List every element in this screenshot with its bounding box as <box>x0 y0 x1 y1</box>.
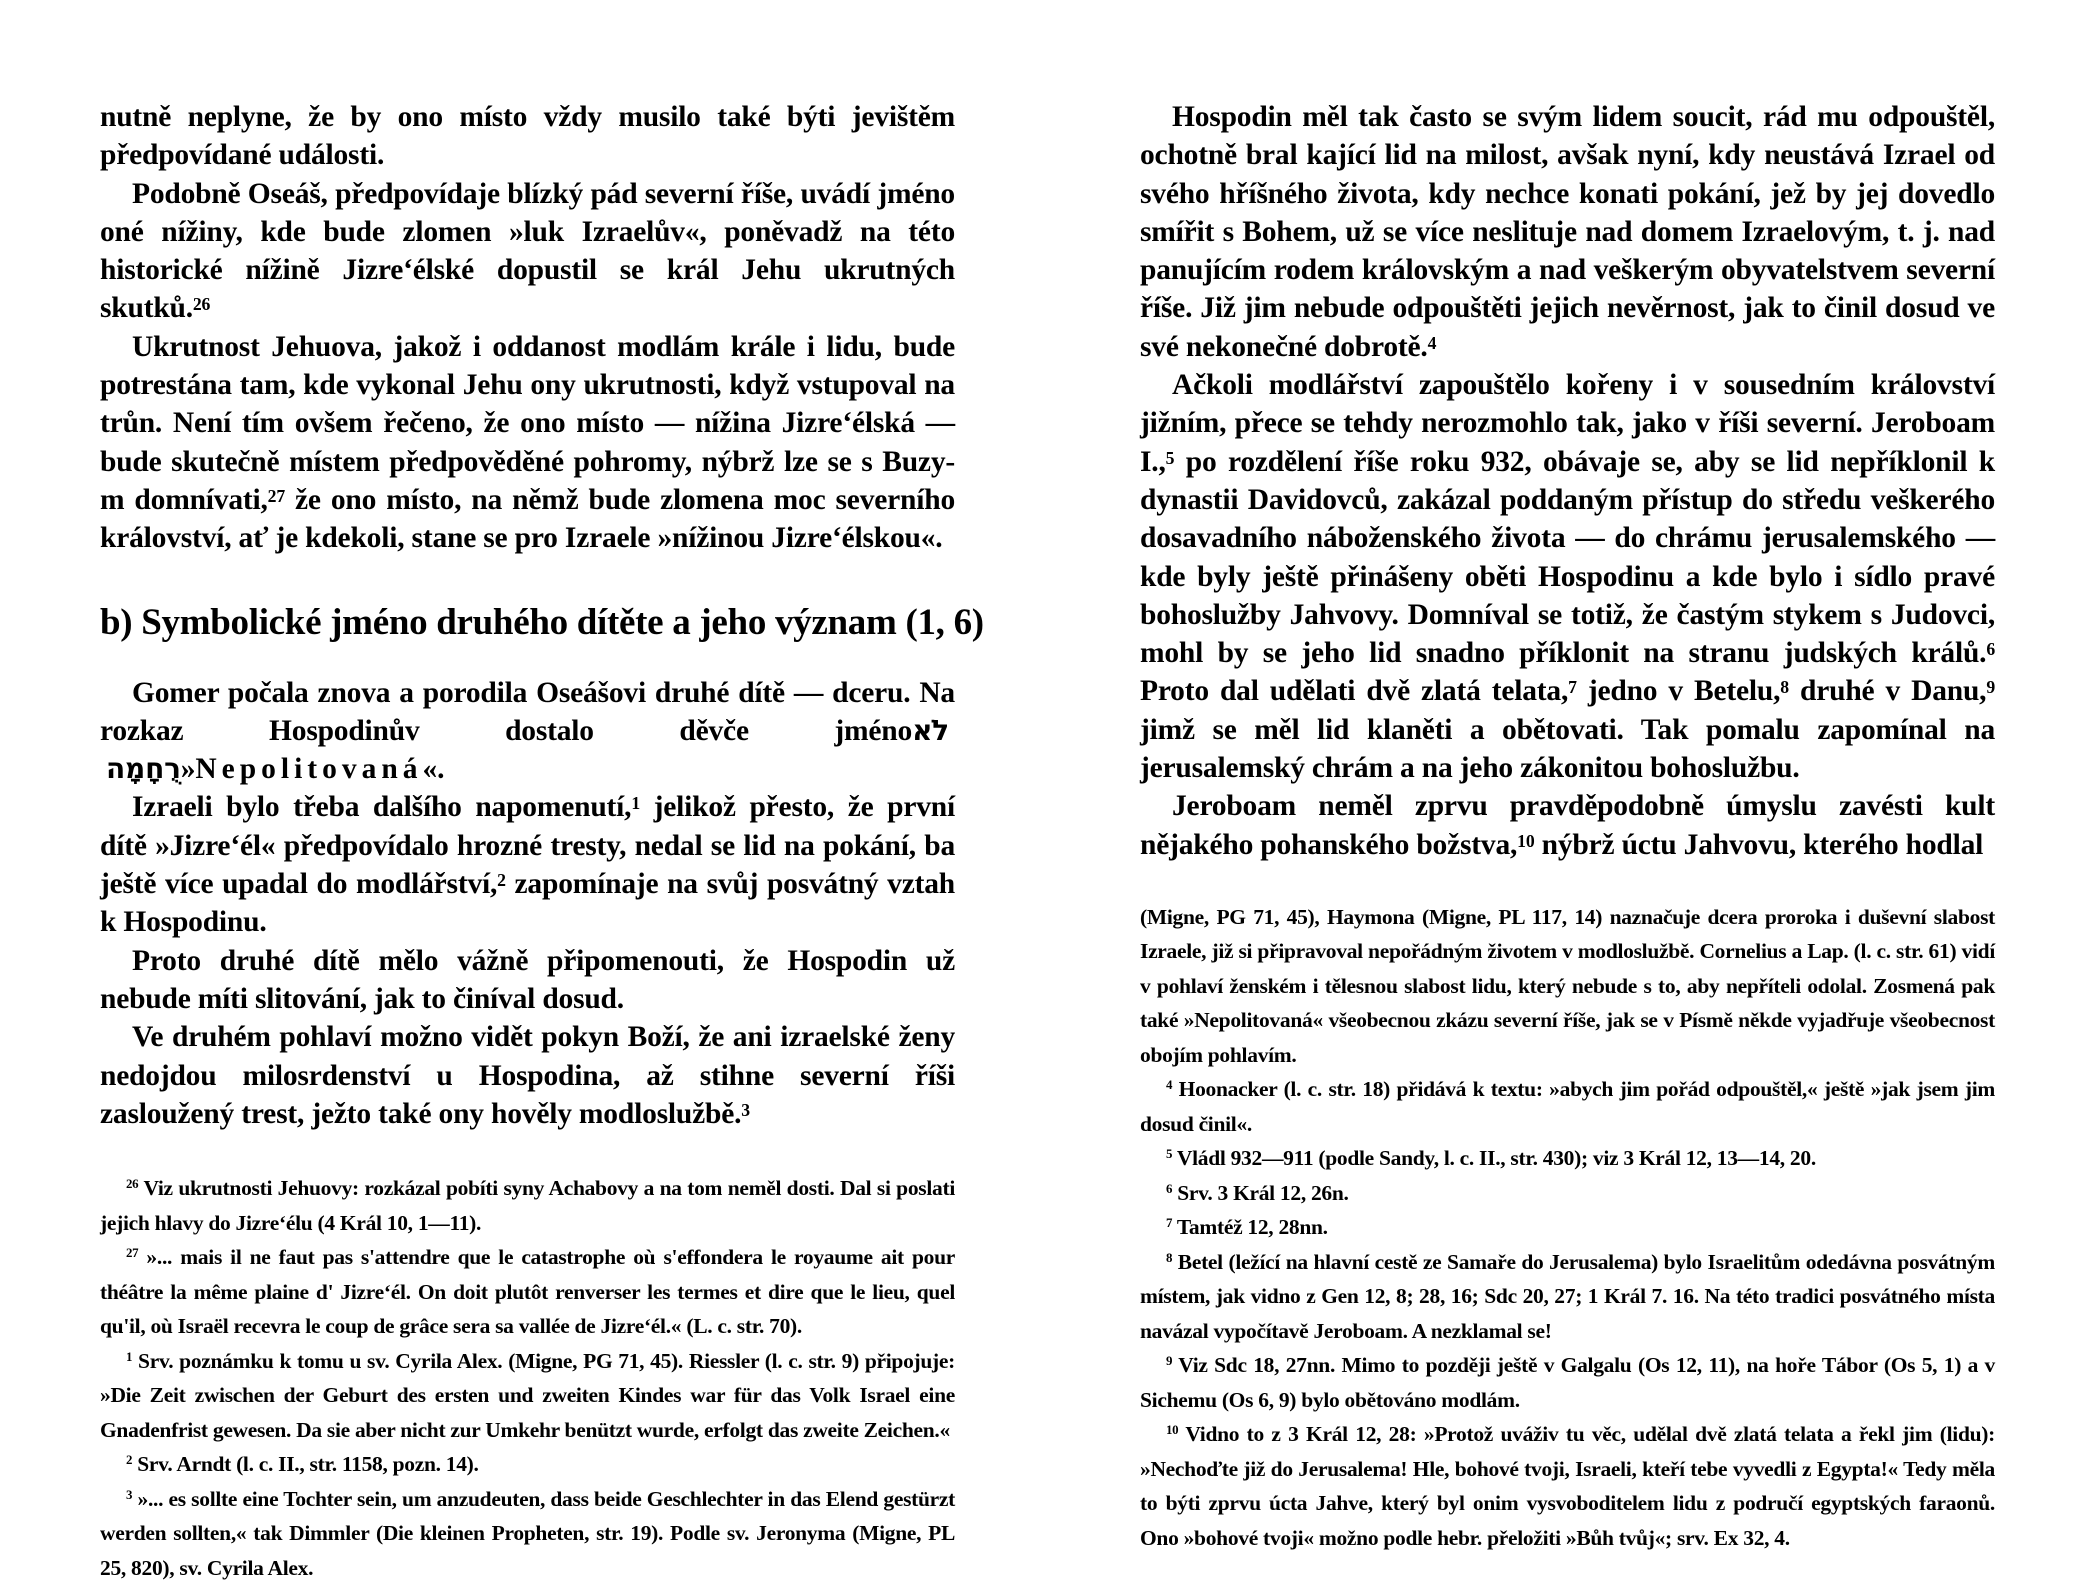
left-body-text <box>100 0 984 1133</box>
footnote-ref: 26 <box>192 294 211 315</box>
right-page <box>1140 0 1995 1555</box>
footnote-ref: 9 <box>1986 677 1996 698</box>
paragraph: Ačkoli modlářství zapouštělo kořeny i v sousedním království jižním, přece se tehdy nerozmohlo tak, jako v říši severní. Jeroboam I.,$^5$ po rozdělení říše roku 932, obávaje se, aby se lid nepříklonil k dynastii Davidovců, zakázal poddaným přístup do středu veškerého dosavadního náboženského života — do chrámu jerusalemského — kde byly ještě přinášeny oběti Hospodinu a kde bylo i sídlo pravé bohoslužby Jahvovy. Domníval se totiž, že častým stykem s Judovci, mohl by se jeho lid snadno příklonit na stranu judských králů.$^6$ Proto dal udělati dvě zlatá telata,$^7$ jedno v Betelu,$^8$ druhé v Danu,$^9$ jimž se měl lid klaněti a obětovati. Tak pomalu zapomínal na jerusalemský chrám a na jeho zákonitou bohoslužbu. <box>1140 369 1996 785</box>
footnote: $^3$ »... es sollte eine Tochter sein, um anzudeuten, dass beide Geschlechter in das Elend gestürzt werden sollten,« tak Dimmler (Die kleinen Propheten, str. 19). Podle sv. Jeronyma (Migne, PL 25, 820), sv. Cyrila Alex. <box>100 1486 955 1580</box>
footnote-ref: 1 <box>631 793 640 814</box>
footnote-ref: 4 <box>1427 332 1437 353</box>
footnote: $^{10}$ Vidno to z 3 Král 12, 28: »Protož uváživ tu věc, udělal dvě zlatá telata a řekl jim (lidu): »Nechoďte již do Jerusalema! Hle, bohové tvoji, Israeli, kteří tebe vyvedli z Egypta!« Tedy měla to býti zprvu úcta Jahve, který byl onim vysvoboditelem lidu z područí egyptských faraonů. Ono »bohové tvoji« možno podle hebr. přeložiti »Bůh tvůj«; srv. Ex 32, 4. <box>1140 1422 1995 1550</box>
footnote-ref: 2 <box>497 870 506 891</box>
footnote-ref: 7 <box>1568 677 1577 698</box>
left-page <box>100 0 984 1585</box>
hebrew-name: לֹא רֻחָמָה <box>106 713 949 786</box>
footnote: $^{27}$ »... mais il ne faut pas s'attendre que le catastrophe où s'effondera le royaume ait pour théâtre la même plaine d' Jizre‘él. On doit plutôt renverser les termes et dire que le lieu, quel qu'il, où Israël recevra le coup de grâce sera sa vallée de Jizre‘él.« (L. c. str. 70). <box>100 1245 955 1339</box>
right-footnotes <box>1140 900 1995 1556</box>
footnote: $^7$ Tamtéž 12, 28nn. <box>1166 1215 1328 1240</box>
footnote: $^8$ Betel (ležící na hlavní cestě ze Samaře do Jerusalema) bylo Israelitům odedávna posvátným místem, jak vidno z Gen 12, 8; 28, 16; Sdc 20, 27; 1 Král 7. 16. Na této tradici posvátného místa navázal vypočítavě Jeroboam. A nezklamal se! <box>1140 1249 1995 1343</box>
footnote: $^6$ Srv. 3 Král 12, 26n. <box>1166 1180 1349 1205</box>
footnote: $^9$ Viz Sdc 18, 27nn. Mimo to později ještě v Galgalu (Os 12, 11), na hoře Tábor (Os 5, 1) a v Sichemu (Os 6, 9) bylo obětováno modlám. <box>1140 1353 1995 1412</box>
paragraph: Ve druhém pohlaví možno vidět pokyn Boží, že ani izraelské ženy nedojdou milosrdenství u Hospodina, až stihne severní říši zasloužený trest, ježto také ony hověly modloslužbě.$^3$ <box>100 1021 955 1130</box>
footnote-ref: 3 <box>741 1099 750 1120</box>
right-body-text <box>1140 0 1995 864</box>
footnote-continuation: (Migne, PG 71, 45), Haymona (Migne, PL 117, 14) naznačuje dcera proroka i duševní slabost Izraele, již si připravoval nepořádným životem v modloslužbě. Cornelius a Lap. (l. c. str. 61) vidí v pohlaví ženském i tělesnou slabost lidu, který nebude s to, aby nepříteli odolal. Zosmená pak také »Nepolitovaná« všeobecnou zkázu severní říše, jak se v Písmě někde vyjadřuje všeobecnost obojím pohlavím. <box>1140 904 1995 1067</box>
footnote-ref: 10 <box>1517 830 1535 851</box>
footnote-ref: 8 <box>1780 677 1789 698</box>
footnote: $^2$ Srv. Arndt (l. c. II., str. 1158, pozn. 14). <box>126 1452 479 1477</box>
section-heading: b) Symbolické jméno druhého dítěte a jeho význam (1, 6) <box>100 601 984 643</box>
paragraph: Hospodin měl tak často se svým lidem soucit, rád mu odpouštěl, ochotně bral kající lid na milost, avšak nyní, kdy neustává Izrael od svého hříšného života, kdy nechce konati pokání, jež by jej dovedlo smířit s Bohem, už se více neslituje nad domem Izraelovým, t. j. nad panujícím rodem královským a nad veškerým obyvatelstvem severní říše. Již jim nebude odpouštěti jejich nevěrnost, jak to činil dosud ve své nekonečné dobrotě.$^4$ <box>1140 101 1995 363</box>
footnote-ref: 27 <box>267 485 285 506</box>
left-footnotes <box>100 1171 955 1585</box>
footnote: $^1$ Srv. poznámku k tomu u sv. Cyrila Alex. (Migne, PG 71, 45). Riessler (l. c. str. 9) připojuje: »Die Zeit zwischen der Geburt des ersten und zweiten Kindes war für das Volk Israel eine Gnadenfrist gewesen. Da sie aber nicht zur Umkehr benützt wurde, erfolgt das zweite Zeichen.« <box>100 1348 955 1442</box>
paragraph: nutně neplyne, že by ono místo vždy musilo také býti jevištěm předpovídané události. <box>100 101 955 172</box>
paragraph: Gomer počala znova a porodila Oseášovi druhé dítě — dceru. Na rozkaz Hospodinův dostalo děvče jménoלֹא רֻחָמָה»Nepolitovaná«. <box>100 676 955 786</box>
footnote: $^{26}$ Viz ukrutnosti Jehuovy: rozkázal pobíti syny Achabovy a na tom neměl dosti. Dal si poslati jejich hlavy do Jizre‘élu (4 Král 10, 1—11). <box>100 1176 955 1235</box>
paragraph: Proto druhé dítě mělo vážně připomenouti, že Hospodin už nebude míti slitování, jak to činíval dosud. <box>100 944 955 1015</box>
footnote-ref: 6 <box>1986 639 1995 660</box>
paragraph: Izraeli bylo třeba dalšího napomenutí,$^1$ jelikož přesto, že první dítě »Jizre‘él« předpovídalo hrozné tresty, nedal se lid na pokání, ba ještě více upadal do modlářství,$^2$ zapomínaje na svůj posvátný vztah k Hospodinu. <box>100 791 956 939</box>
spaced-word: Nepolitovaná <box>195 753 423 786</box>
paragraph: Jeroboam neměl zprvu pravděpodobně úmyslu zavésti kult nějakého pohanského božstva,$^{10}$ nýbrž úctu Jahvovu, kterého hodlal <box>1140 790 1995 861</box>
footnote-ref: 5 <box>1165 447 1175 468</box>
paragraph: Podobně Oseáš, předpovídaje blízký pád severní říše, uvádí jméno oné nížiny, kde bude zlomen »luk Izraelův«, poněvadž na této historické nížině Jizre‘élské dopustil se král Jehu ukrutných skutků.$^{26}$ <box>100 177 955 325</box>
paragraph: Ukrutnost Jehuova, jakož i oddanost modlám krále i lidu, bude potrestána tam, kde vykonal Jehu ony ukrutnosti, když vstupoval na trůn. Není tím ovšem řečeno, že ono místo — nížina Jizre‘élská — bude skutečně místem předpověděné pohromy, nýbrž lze se s Buzy-m domnívati,$^{27}$ že ono místo, na němž bude zlomena moc severního království, ať je kdekoli, stane se pro Izraele »nížinou Jizre‘élskou«. <box>100 330 955 555</box>
footnote: $^4$ Hoonacker (l. c. str. 18) přidává k textu: »abych jim pořád odpouštěl,« ještě »jak jsem jim dosud činil«. <box>1140 1077 1995 1136</box>
footnote: $^5$ Vládl 932—911 (podle Sandy, l. c. II., str. 430); viz 3 Král 12, 13—14, 20. <box>1166 1146 1816 1171</box>
